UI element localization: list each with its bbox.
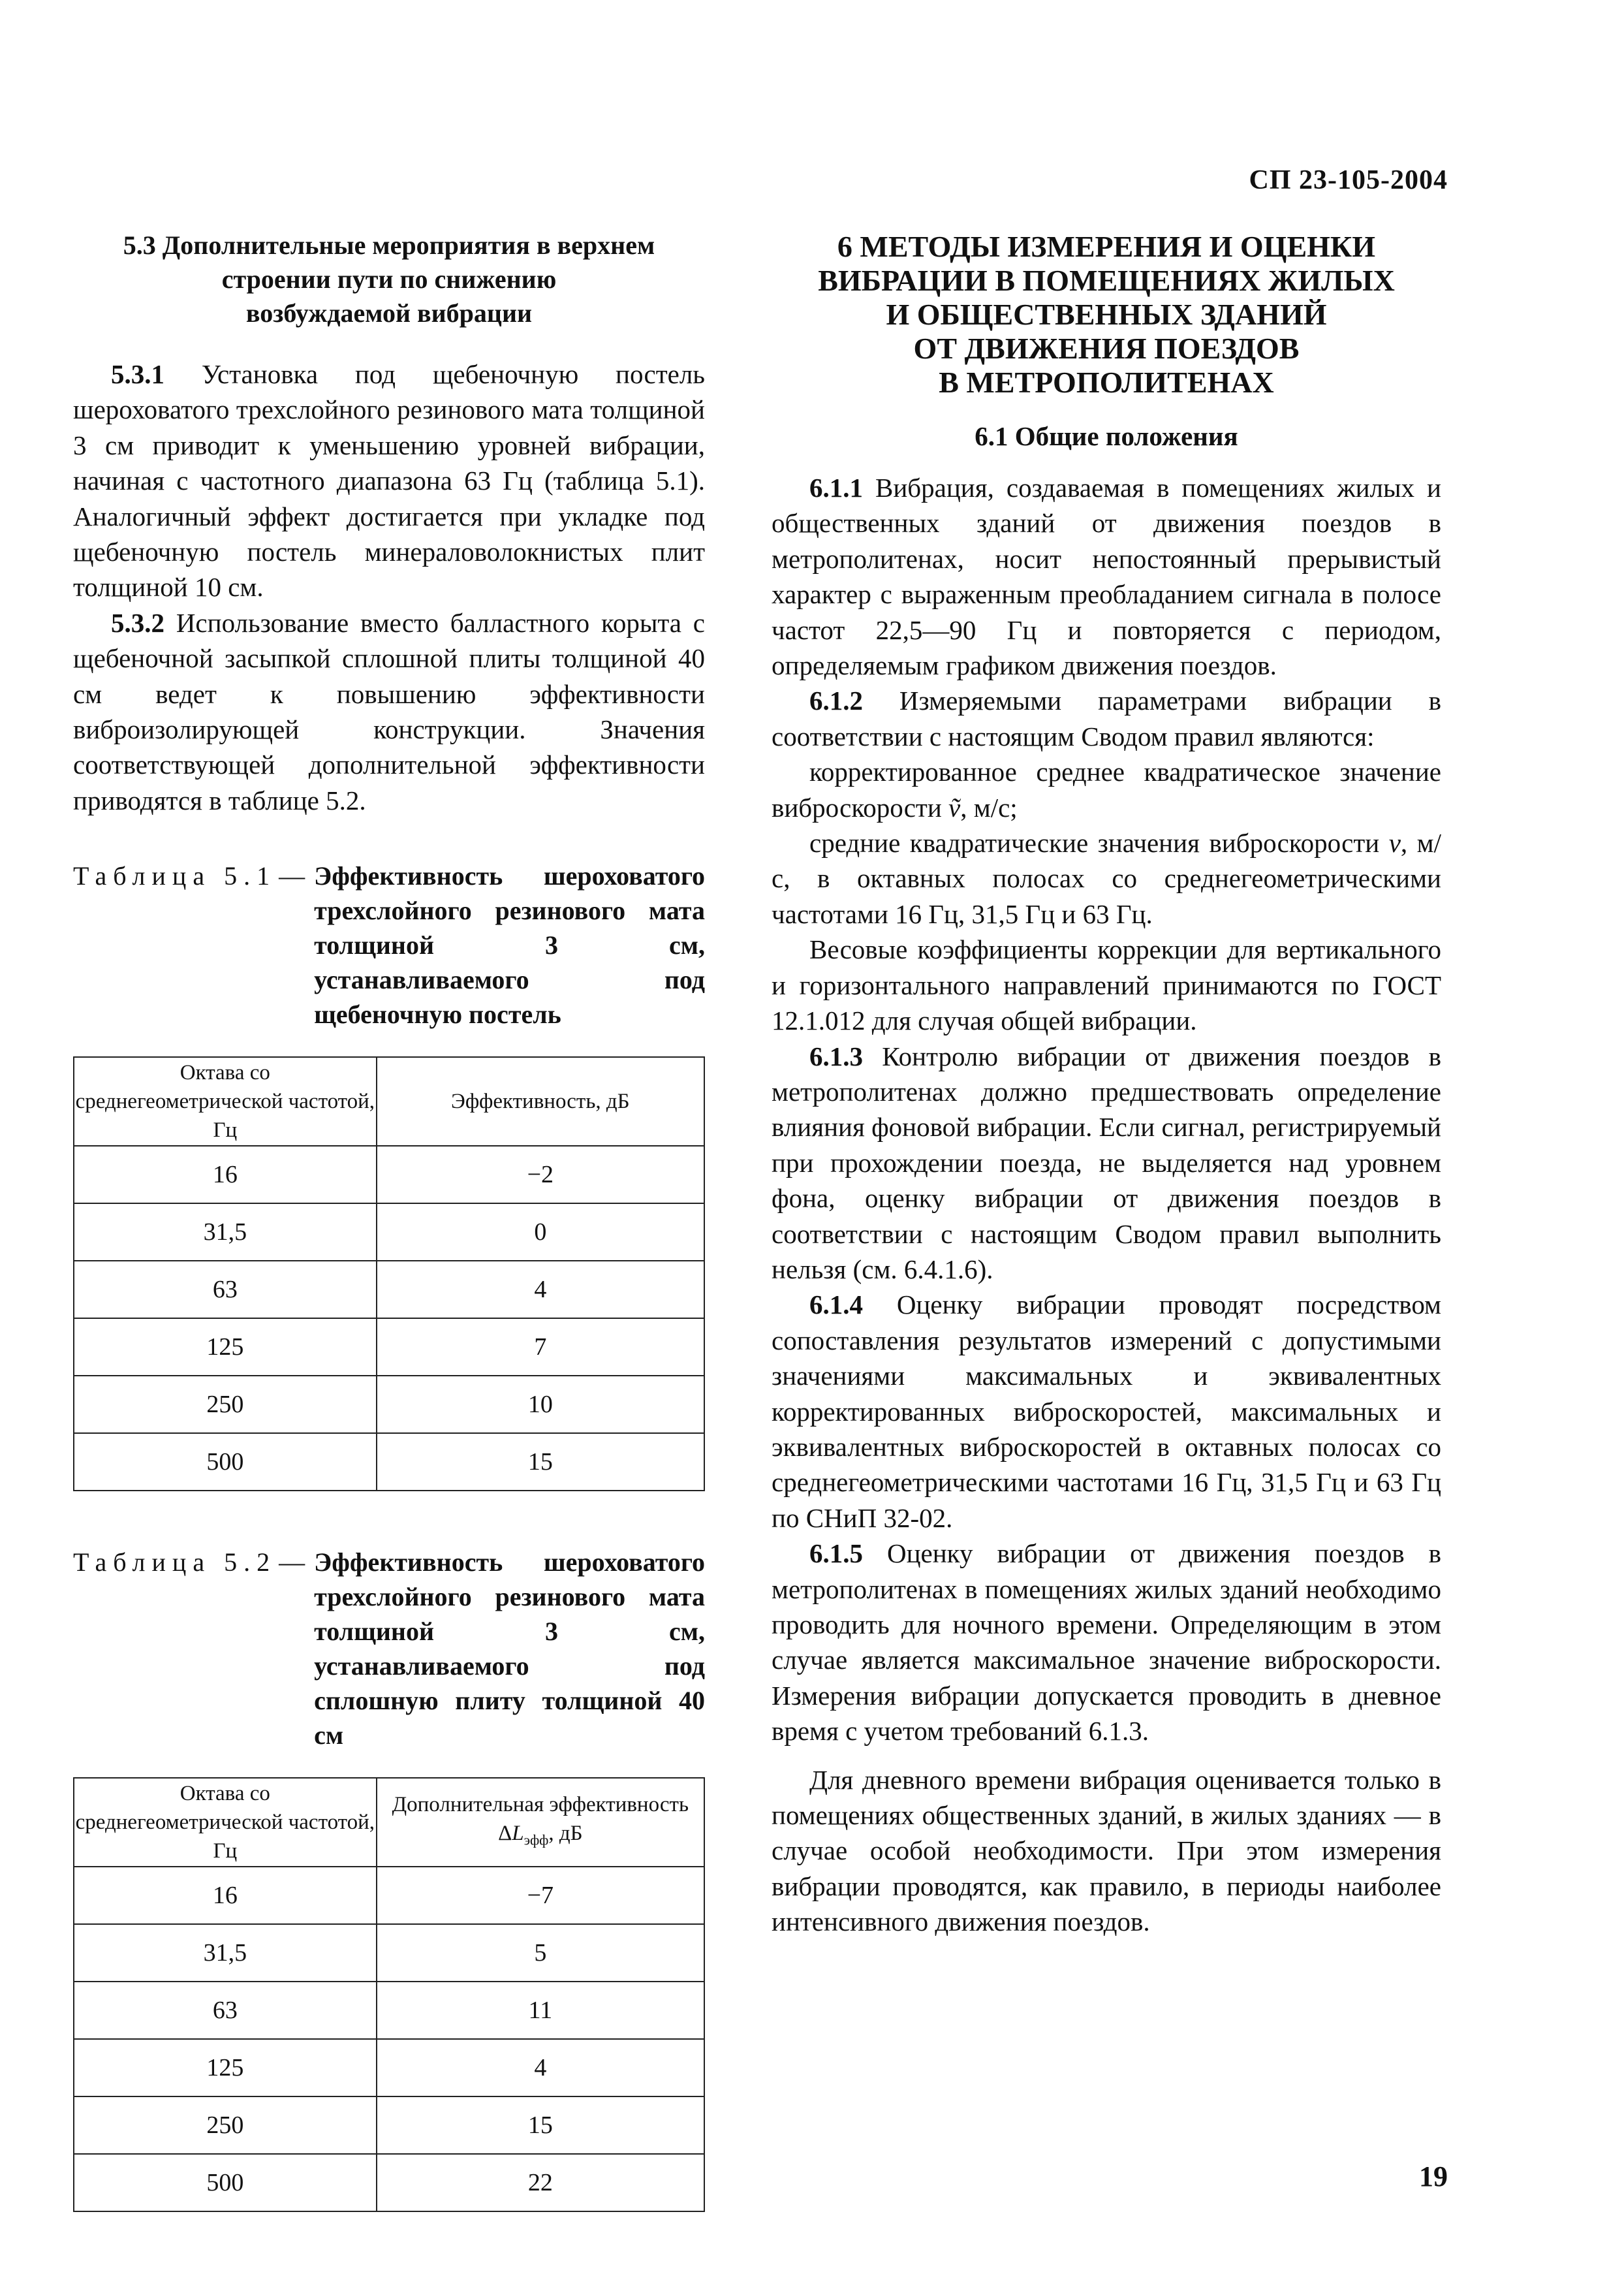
table-5-1-caption: Таблица 5.1 — Эффективность шероховатого трехслойного резинового мата толщиной 3 см, устанавливаемого под щебеночную постель: [73, 861, 705, 1030]
paragraph-6-1-4: 6.1.4 Оценку вибрации проводят посредством сопоставления результатов измерений с допустимыми значениями максимальных и эквивалентных корректированных виброскоростей, максимальных и эквивалентных виброскоростей в октавных полосах со среднегеометрическими частотами 16 Гц, 31,5 Гц и 63 Гц по СНиП 32-02.: [772, 1289, 1441, 1533]
paragraph-6-1-2: 6.1.2 Измеряемыми параметрами вибрации в соответствии с настоящим Сводом правил являются:: [772, 686, 1441, 751]
section-6-title: 6 МЕТОДЫ ИЗМЕРЕНИЯ И ОЦЕНКИ ВИБРАЦИИ В ПОМЕЩЕНИЯХ ЖИЛЫХ И ОБЩЕСТВЕННЫХ ЗДАНИЙ ОТ ДВИЖЕНИЯ ПОЕЗДОВ В МЕТРОПОЛИТЕНАХ: [818, 230, 1395, 399]
table-row: 250 10: [74, 1376, 704, 1433]
column-header-effect: Эффективность, дБ: [377, 1057, 704, 1146]
paragraph-5-3-2: 5.3.2 Использование вместо балластного корыта с щебеночной засыпкой сплошной плиты толщиной 40 см ведет к повышению эффективности виброизолирующей конструкции. Значения соответствующей дополнительной эффективности приводятся в таблице 5.2.: [73, 607, 705, 815]
section-5-3-heading: 5.3 Дополнительные мероприятия в верхнем строении пути по снижению возбуждаемой вибрации: [123, 230, 655, 328]
paragraph-5-3-1: 5.3.1 Установка под щебеночную постель шероховатого трехслойного резинового мата толщиной 3 см приводит к уменьшению уровней вибрации, начиная с частотного диапазона 63 Гц (таблица 5.1). Аналогичный эффект достигается при укладке под щебеночную постель минераловолокнистых плит толщиной 10 см.: [73, 359, 705, 603]
table-5-1: [73, 1056, 705, 1491]
table-5-2: [73, 1777, 705, 2212]
table-header-row: [74, 1057, 704, 1146]
paragraph-weights: Весовые коэффициенты коррекции для вертикального и горизонтального направлений принимаются по ГОСТ 12.1.012 для случая общей вибрации.: [772, 934, 1441, 1036]
table-row: 31,5 5: [74, 1924, 704, 1982]
table-row: 63 4: [74, 1261, 704, 1318]
parameter-item-corrected: корректированное среднее квадратическое значение виброскорости ṽ, м/с;: [772, 757, 1441, 823]
left-column: [73, 229, 705, 2212]
table-row: 500 15: [74, 1433, 704, 1491]
paragraph-6-1-5: 6.1.5 Оценку вибрации от движения поездов в метрополитенах в помещениях жилых зданий необходимо проводить для ночного времени. Определяющим в этом случае является максимальное значение виброскорости. Измерения вибрации допускается проводить в дневное время с учетом требований 6.1.3.: [772, 1538, 1441, 1747]
column-header-octave: Октава со среднегеометрической частотой, Гц: [74, 1778, 377, 1867]
table-row: 16 −7: [74, 1867, 704, 1924]
table-row: 63 11: [74, 1982, 704, 2039]
table-header-row: [74, 1778, 704, 1867]
column-header-octave: Октава со среднегеометрической частотой, Гц: [74, 1057, 377, 1146]
column-header-additional-effect: Дополнительная эффективность $\Delta L_{эфф}$, дБ: [377, 1778, 704, 1867]
table-row: 500 22: [74, 2154, 704, 2211]
parameter-item-octave: средние квадратические значения виброскорости v, м/с, в октавных полосах со среднегеометрическими частотами 16 Гц, 31,5 Гц и 63 Гц.: [772, 828, 1442, 929]
document-code: СП 23-105-2004: [1249, 165, 1448, 195]
paragraph-6-1-3: 6.1.3 Контролю вибрации от движения поездов в метрополитенах должно предшествовать определение влияния фоновой вибрации. Если сигнал, регистрируемый при прохождении поезда, не выделяется над уровнем фона, оценку вибрации от движения поездов в соответствии с настоящим Сводом правил выполнить нельзя (см. 6.4.1.6).: [772, 1041, 1441, 1284]
table-5-2-caption: Таблица 5.2 — Эффективность шероховатого трехслойного резинового мата толщиной 3 см, устанавливаемого под сплошную плиту толщиной 40 см: [73, 1547, 705, 1750]
paragraph-6-1-1: 6.1.1 Вибрация, создаваемая в помещениях жилых и общественных зданий от движения поездов в метрополитенах, носит непостоянный прерывистый характер с выраженным преобладанием сигнала в полосе частот 22,5—90 Гц и повторяется с периодом, определяемым графиком движения поездов.: [772, 473, 1441, 681]
page-number: 19: [1419, 2160, 1448, 2192]
table-row: 125 7: [74, 1318, 704, 1376]
table-row: 250 15: [74, 2096, 704, 2154]
subsection-6-1-heading: 6.1 Общие положения: [975, 421, 1238, 451]
table-row: 16 −2: [74, 1146, 704, 1203]
right-column: [772, 229, 1441, 1940]
table-row: 125 4: [74, 2039, 704, 2096]
paragraph-daytime: Для дневного времени вибрация оценивается только в помещениях общественных зданий, в жилых зданиях — в случае особой необходимости. При этом измерения вибрации проводятся, как правило, в периоды наиболее интенсивного движения поездов.: [772, 1764, 1441, 1937]
table-row: 31,5 0: [74, 1203, 704, 1261]
